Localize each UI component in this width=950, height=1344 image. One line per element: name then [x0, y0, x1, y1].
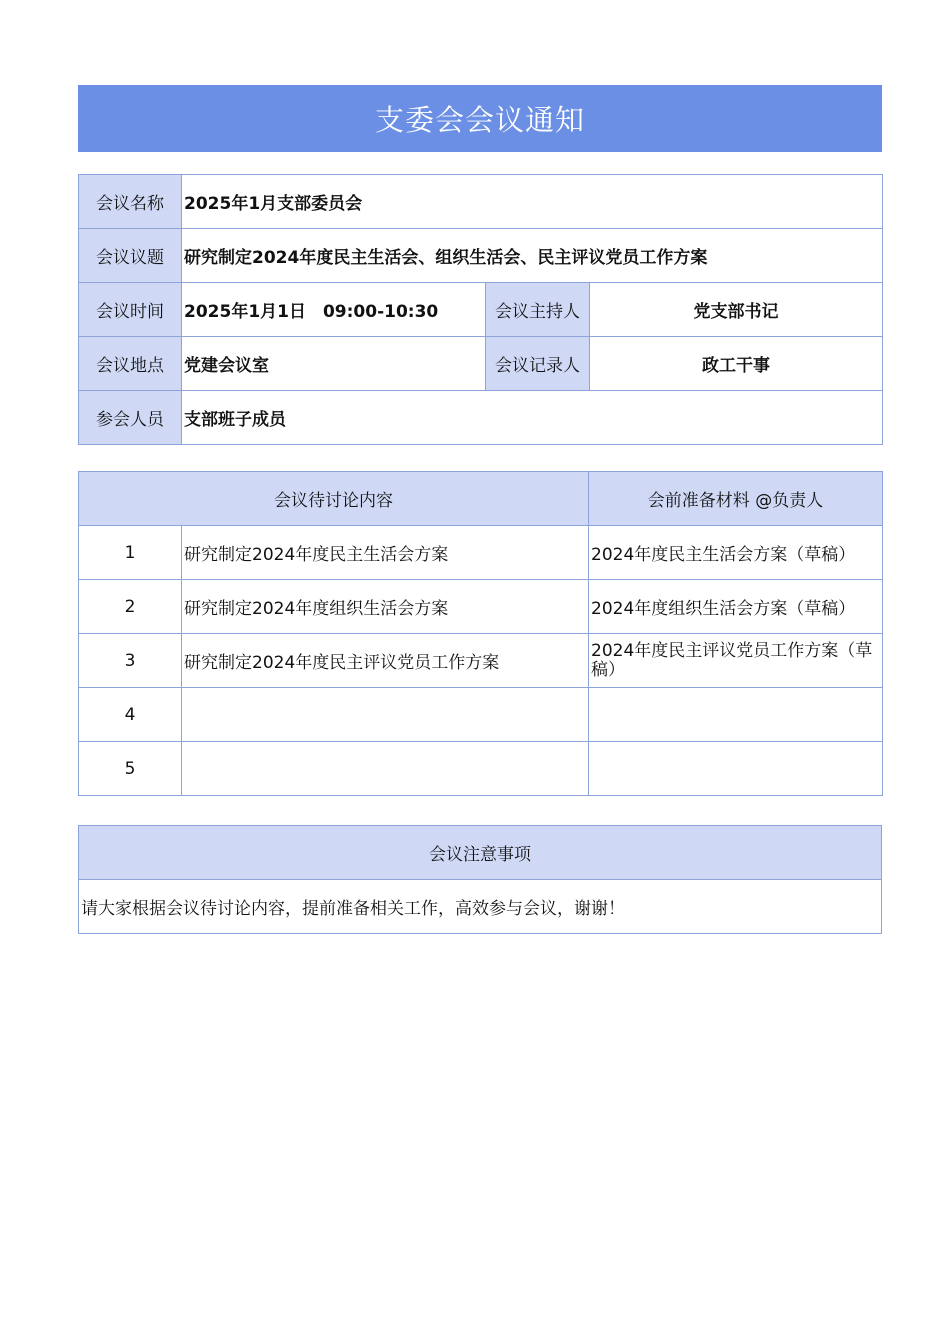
topic-material — [589, 742, 883, 796]
meeting-place-value: 党建会议室 — [182, 337, 486, 391]
topic-material: 2024年度组织生活会方案（草稿） — [589, 580, 883, 634]
topic-content: 研究制定2024年度组织生活会方案 — [182, 580, 589, 634]
notes-header-row — [79, 826, 882, 880]
topic-content — [182, 742, 589, 796]
topic-material: 2024年度民主生活会方案（草稿） — [589, 526, 883, 580]
topics-content-header: 会议待讨论内容 — [79, 472, 589, 526]
topic-material — [589, 688, 883, 742]
table-row — [79, 580, 883, 634]
meeting-time-label: 会议时间 — [79, 283, 182, 337]
meeting-host-value: 党支部书记 — [590, 283, 883, 337]
meeting-host-label: 会议主持人 — [486, 283, 590, 337]
topic-row — [79, 229, 883, 283]
meeting-recorder-label: 会议记录人 — [486, 337, 590, 391]
row-number: 4 — [79, 688, 182, 742]
row-number: 3 — [79, 634, 182, 688]
topic-material: 2024年度民主评议党员工作方案（草稿） — [589, 634, 883, 688]
name-row — [79, 175, 883, 229]
topic-content: 研究制定2024年度民主生活会方案 — [182, 526, 589, 580]
table-row — [79, 742, 883, 796]
page-title: 支委会会议通知 — [78, 85, 882, 152]
row-number: 5 — [79, 742, 182, 796]
meeting-info-table — [78, 174, 883, 445]
row-number: 2 — [79, 580, 182, 634]
notes-body-row — [79, 880, 882, 934]
time-row — [79, 283, 883, 337]
table-row — [79, 634, 883, 688]
meeting-name-value: 2025年1月支部委员会 — [182, 175, 883, 229]
topics-materials-header: 会前准备材料 @负责人 — [589, 472, 883, 526]
attendees-value: 支部班子成员 — [182, 391, 883, 445]
discussion-topics-table — [78, 471, 883, 796]
meeting-place-label: 会议地点 — [79, 337, 182, 391]
topic-content: 研究制定2024年度民主评议党员工作方案 — [182, 634, 589, 688]
notes-text: 请大家根据会议待讨论内容，提前准备相关工作，高效参与会议，谢谢！ — [79, 880, 882, 934]
meeting-topic-label: 会议议题 — [79, 229, 182, 283]
meeting-time-value: 2025年1月1日 09:00-10:30 — [182, 283, 486, 337]
meeting-recorder-value: 政工干事 — [590, 337, 883, 391]
meeting-name-label: 会议名称 — [79, 175, 182, 229]
topic-content — [182, 688, 589, 742]
meeting-notes-table — [78, 825, 882, 934]
topics-header-row — [79, 472, 883, 526]
attendees-label: 参会人员 — [79, 391, 182, 445]
table-row — [79, 688, 883, 742]
place-row — [79, 337, 883, 391]
table-row — [79, 526, 883, 580]
row-number: 1 — [79, 526, 182, 580]
notes-header: 会议注意事项 — [79, 826, 882, 880]
meeting-topic-value: 研究制定2024年度民主生活会、组织生活会、民主评议党员工作方案 — [182, 229, 883, 283]
attendees-row — [79, 391, 883, 445]
